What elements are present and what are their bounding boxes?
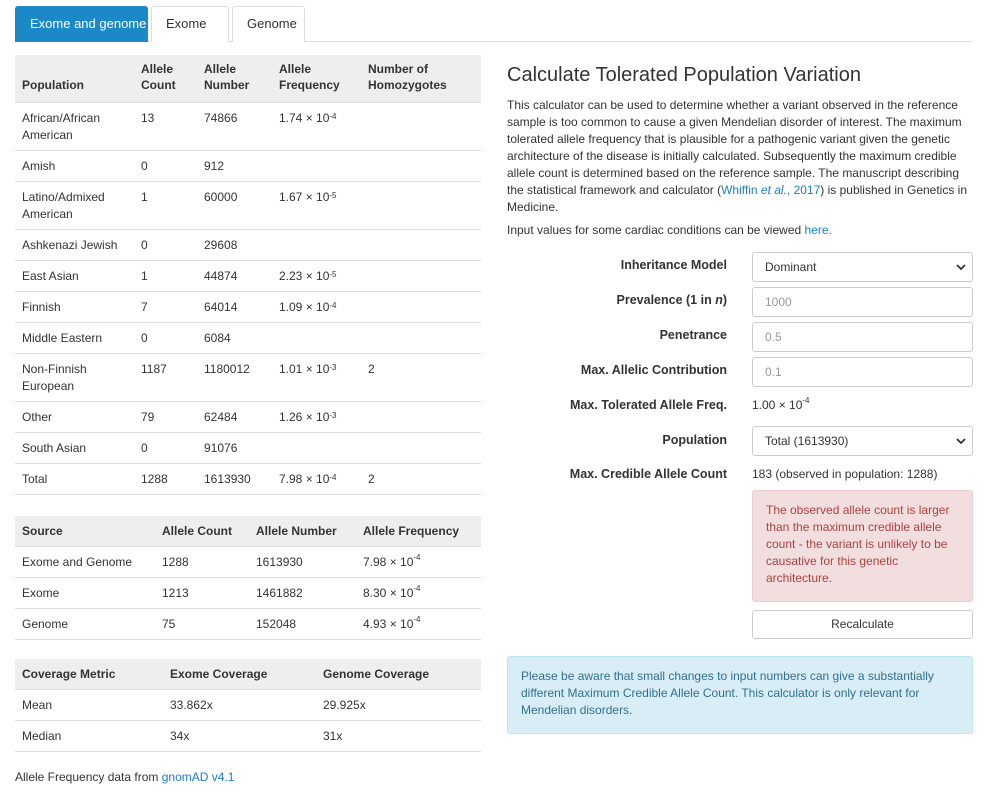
exome-coverage-cell: 33.862x: [163, 689, 316, 720]
homozygotes-cell: [361, 102, 481, 150]
max-allelic-contribution-label: Max. Allelic Contribution: [580, 363, 727, 377]
genome-coverage-cell: 31x: [316, 720, 481, 751]
table-row: [15, 353, 481, 401]
population-cell: African/African American: [15, 102, 134, 150]
population-cell: Amish: [15, 150, 134, 181]
population-cell: Total: [15, 463, 134, 494]
allele-frequency-cell: $1.74 \times 10^{-4}$: [272, 102, 361, 150]
allele-number-cell: 44874: [197, 260, 272, 291]
allele-number-cell: 29608: [197, 229, 272, 260]
inheritance-model-select[interactable]: Dominant: [752, 252, 973, 282]
allele-frequency-cell: $7.98 \times 10^{-4}$: [272, 463, 361, 494]
homozygotes-cell: [361, 291, 481, 322]
prevalence-label: Prevalence (1 in n): [616, 293, 727, 307]
table-header-row: [15, 516, 481, 546]
allele-frequency-cell: $2.23 \times 10^{-5}$: [272, 260, 361, 291]
allele-frequency-cell: $1.01 \times 10^{-3}$: [272, 353, 361, 401]
allele-count-cell: 0: [134, 432, 197, 463]
col-header-exome-coverage: Exome Coverage: [170, 666, 268, 681]
allele-number-cell: 1613930: [197, 463, 272, 494]
col-header-homozygotes: Number of Homozygotes: [368, 61, 447, 92]
allele-frequency-cell: [272, 322, 361, 353]
population-cell: Latino/Admixed American: [15, 181, 134, 229]
footer-text: Allele Frequency data from: [15, 770, 162, 784]
metric-cell: Mean: [15, 689, 163, 720]
col-header-allele-count: Allele Count: [141, 61, 176, 92]
table-row: [15, 577, 481, 608]
penetrance-label: Penetrance: [659, 328, 727, 342]
col-header-genome-coverage: Genome Coverage: [323, 666, 430, 681]
table-row: [15, 260, 481, 291]
col-header-allele-frequency: Allele Frequency: [363, 523, 460, 538]
population-label: Population: [662, 433, 727, 447]
population-cell: East Asian: [15, 260, 134, 291]
observed-count-warning: The observed allele count is larger than the maximum credible allele count - the variant is unlikely to be causative for this genetic architecture.: [752, 490, 973, 602]
max-credible-count-value: 183 (observed in population: 1288): [752, 467, 938, 481]
max-tolerated-freq-label: Max. Tolerated Allele Freq.: [570, 398, 727, 412]
table-row-total: [15, 463, 481, 494]
table-row: [15, 102, 481, 150]
allele-number-cell: 912: [197, 150, 272, 181]
gnomad-link[interactable]: gnomAD v4.1: [161, 770, 235, 784]
allele-frequency-cell: $1.09 \times 10^{-4}$: [272, 291, 361, 322]
allele-number-cell: 60000: [197, 181, 272, 229]
allele-number-cell: 62484: [197, 401, 272, 432]
tab-exome[interactable]: Exome: [151, 6, 229, 42]
allele-count-cell: 1288: [155, 546, 249, 577]
allele-count-cell: 1187: [134, 353, 197, 401]
col-header-population: Population: [22, 77, 84, 92]
homozygotes-cell: [361, 229, 481, 260]
table-header-row: [15, 659, 481, 689]
homozygotes-cell: [361, 401, 481, 432]
max-credible-count-label: Max. Credible Allele Count: [569, 467, 727, 481]
allele-count-cell: 0: [134, 229, 197, 260]
coverage-table: [15, 659, 481, 752]
allele-count-cell: 0: [134, 322, 197, 353]
data-source-footer: [15, 770, 234, 784]
homozygotes-cell: 2: [361, 463, 481, 494]
allele-number-cell: 6084: [197, 322, 272, 353]
penetrance-input[interactable]: 0.5: [752, 322, 973, 352]
population-cell: Middle Eastern: [15, 322, 134, 353]
source-cell: Genome: [15, 608, 155, 639]
allele-frequency-cell: $1.26 \times 10^{-3}$: [272, 401, 361, 432]
chevron-down-icon: [956, 436, 966, 446]
cardiac-conditions-note: Input values for some cardiac conditions can be viewed here.: [507, 223, 832, 237]
source-cell: Exome: [15, 577, 155, 608]
allele-frequency-cell: [272, 432, 361, 463]
table-row: [15, 432, 481, 463]
source-frequency-table: [15, 516, 481, 640]
calculator-title: Calculate Tolerated Population Variation: [507, 64, 861, 86]
allele-number-cell: 64014: [197, 291, 272, 322]
col-header-allele-frequency: Allele Frequency: [279, 61, 340, 92]
population-select[interactable]: Total (1613930): [752, 426, 973, 456]
homozygotes-cell: [361, 150, 481, 181]
table-row: [15, 150, 481, 181]
genome-coverage-cell: 29.925x: [316, 689, 481, 720]
table-header-row: [15, 55, 481, 102]
table-row: [15, 720, 481, 751]
cardiac-here-link[interactable]: here.: [804, 223, 832, 237]
allele-frequency-cell: [272, 150, 361, 181]
allele-count-cell: 13: [134, 102, 197, 150]
population-cell: South Asian: [15, 432, 134, 463]
allele-count-cell: 0: [134, 150, 197, 181]
max-allelic-contribution-input[interactable]: 0.1: [752, 357, 973, 387]
allele-frequency-cell: [272, 229, 361, 260]
allele-number-cell: 1613930: [249, 546, 356, 577]
source-tabs: [15, 6, 973, 42]
population-cell: Finnish: [15, 291, 134, 322]
col-header-allele-number: Allele Number: [256, 523, 337, 538]
whiffin-citation-link[interactable]: Whiffin et al., 2017: [721, 183, 821, 197]
allele-frequency-cell: $8.30 \times 10^{-4}$: [356, 577, 481, 608]
tab-exome-and-genome[interactable]: Exome and genome: [15, 6, 148, 42]
calculator-description: This calculator can be used to determine whether a variant observed in the reference sample is too common to cause a given Mendelian disorder of interest. The maximum tolerated allele frequency that is plausible for a pathogenic variant given the genetic architecture of the disease is initially calculated. Subsequently the maximum credible allele count is determined based on the reference sample. The manuscript describing the statistical framework and calculator (Whiffin et al., 2017) is published in Genetics in Medicine.: [507, 98, 968, 214]
table-row: [15, 322, 481, 353]
col-header-allele-number: Allele Number: [204, 61, 250, 92]
allele-frequency-cell: $7.98 \times 10^{-4}$: [356, 546, 481, 577]
metric-cell: Median: [15, 720, 163, 751]
prevalence-input[interactable]: 1000: [752, 287, 973, 317]
allele-frequency-cell: $1.67 \times 10^{-5}$: [272, 181, 361, 229]
allele-count-cell: 1288: [134, 463, 197, 494]
inheritance-model-label: Inheritance Model: [620, 258, 727, 272]
allele-count-cell: 1213: [155, 577, 249, 608]
allele-count-cell: 79: [134, 401, 197, 432]
table-row: [15, 401, 481, 432]
homozygotes-cell: [361, 181, 481, 229]
homozygotes-cell: 2: [361, 353, 481, 401]
table-row: [15, 689, 481, 720]
max-tolerated-freq-value: $1.00 \times 10^{-4}$: [752, 396, 810, 412]
allele-count-cell: 1: [134, 260, 197, 291]
table-row: [15, 608, 481, 639]
chevron-down-icon: [956, 262, 966, 272]
allele-number-cell: 91076: [197, 432, 272, 463]
allele-count-cell: 7: [134, 291, 197, 322]
input-sensitivity-info: Please be aware that small changes to input numbers can give a substantially different Maximum Credible Allele Count. This calculator is only relevant for Mendelian disorders.: [507, 656, 973, 734]
population-frequency-table: [15, 55, 481, 495]
homozygotes-cell: [361, 260, 481, 291]
population-cell: Non-Finnish European: [15, 353, 134, 401]
population-cell: Other: [15, 401, 134, 432]
col-header-coverage-metric: Coverage Metric: [22, 666, 116, 681]
col-header-source: Source: [22, 523, 63, 538]
allele-number-cell: 1180012: [197, 353, 272, 401]
recalculate-button[interactable]: Recalculate: [752, 610, 973, 639]
table-row: [15, 229, 481, 260]
population-cell: Ashkenazi Jewish: [15, 229, 134, 260]
tab-genome[interactable]: Genome: [232, 6, 305, 42]
table-row: [15, 546, 481, 577]
table-row: [15, 291, 481, 322]
allele-frequency-cell: $4.93 \times 10^{-4}$: [356, 608, 481, 639]
homozygotes-cell: [361, 322, 481, 353]
allele-number-cell: 1461882: [249, 577, 356, 608]
allele-count-cell: 75: [155, 608, 249, 639]
allele-count-cell: 1: [134, 181, 197, 229]
col-header-allele-count: Allele Count: [162, 523, 233, 538]
allele-number-cell: 74866: [197, 102, 272, 150]
allele-number-cell: 152048: [249, 608, 356, 639]
table-row: [15, 181, 481, 229]
source-cell: Exome and Genome: [15, 546, 155, 577]
exome-coverage-cell: 34x: [163, 720, 316, 751]
homozygotes-cell: [361, 432, 481, 463]
